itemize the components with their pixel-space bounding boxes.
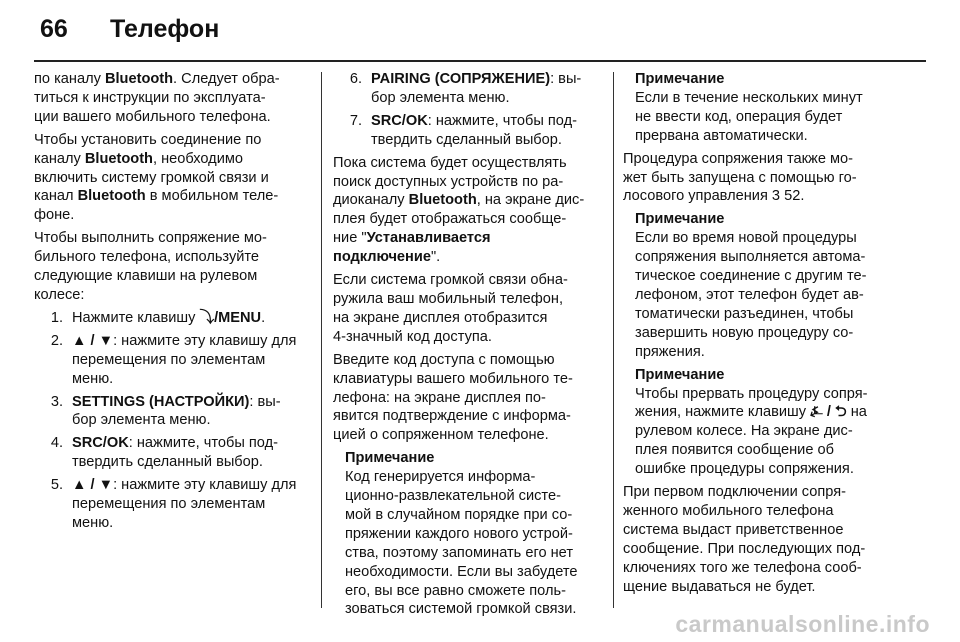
text-line: пряжения. — [635, 343, 705, 360]
text-line: Чтобы выполнить сопряжение мо- — [34, 230, 267, 247]
list-item — [34, 434, 310, 472]
text-line: ошибке процедуры сопряжения. — [635, 461, 854, 478]
text-span: 52. — [780, 188, 805, 205]
text-line: Чтобы прервать процедуру сопря- — [635, 385, 868, 402]
text-line: томатически разъединен, чтобы — [635, 305, 854, 322]
text-span: : вы- — [550, 71, 582, 87]
text-line: лефоном, этот телефон будет ав- — [635, 286, 864, 303]
text-span: Нажмите клавишу — [72, 309, 200, 326]
list-item — [34, 476, 310, 533]
list-number: 4. — [50, 435, 63, 452]
column-right — [623, 70, 910, 600]
text-line: щение выдаваться не будет. — [623, 578, 816, 595]
list-number: 6. — [349, 71, 362, 87]
text-line: 4-значный код доступа. — [333, 328, 492, 345]
text-line: ства, поэтому запоминать его нет — [345, 544, 573, 561]
note — [623, 210, 910, 361]
column-middle — [333, 70, 610, 623]
text-line — [72, 476, 310, 495]
list-item — [34, 332, 310, 389]
text-line: поиск доступных устройств по ра- — [333, 173, 564, 190]
paragraph — [623, 483, 910, 596]
text-span: : нажмите, чтобы под- — [128, 435, 278, 452]
list-number: 2. — [50, 332, 63, 349]
text-span: : нажмите эту клавишу для — [113, 332, 297, 349]
paragraph — [333, 351, 610, 446]
text-line: тическое соединение с другим те- — [635, 268, 867, 285]
list-item — [34, 393, 310, 431]
text-line: ционно-развлекательной систе- — [345, 488, 561, 505]
text-line: включить систему громкой связи и — [34, 169, 269, 186]
text-line: титься к инструкции по эксплуата- — [34, 89, 266, 106]
column-divider — [321, 72, 322, 608]
text-span: диоканалу — [333, 192, 409, 209]
text-line: лефона: на экране дисплея по- — [333, 389, 546, 406]
text-span: Bluetooth — [408, 192, 477, 209]
text-span: / — [214, 309, 219, 326]
text-line: меню. — [72, 370, 114, 387]
text-line: бор элемента меню. — [371, 89, 510, 106]
text-span: лосового управления — [623, 188, 772, 205]
text-line — [371, 112, 610, 131]
list-item — [333, 112, 610, 150]
text-line — [371, 70, 610, 89]
text-line: его, вы все равно сможете поль- — [345, 582, 566, 599]
text-line — [333, 248, 610, 267]
page-reference-icon[interactable]: 3 — [771, 188, 781, 205]
paragraph — [333, 271, 610, 347]
up-down-arrow-icon: ▲ / ▼ — [72, 477, 114, 494]
text-span: в мобильном теле- — [145, 188, 279, 205]
text-span: SETTINGS (НАСТРОЙКИ) — [72, 393, 250, 410]
text-line: твердить сделанный выбор. — [371, 131, 562, 148]
text-span: : нажмите, чтобы под- — [427, 112, 577, 129]
text-line: сообщение. При последующих под- — [623, 540, 866, 557]
text-line: мой в случайном порядке при со- — [345, 506, 573, 523]
text-line: сопряжения выполняется автома- — [635, 249, 866, 266]
text-line: бор элемента меню. — [72, 412, 211, 429]
list-number: 1. — [50, 309, 63, 326]
text-line: Если во время новой процедуры — [635, 230, 857, 247]
column-left — [34, 70, 310, 537]
list-number: 7. — [349, 112, 362, 129]
text-line — [635, 403, 910, 422]
text-line: перемещения по элементам — [72, 496, 266, 513]
up-down-arrow-icon: ▲ / ▼ — [72, 332, 114, 349]
note — [623, 70, 910, 146]
text-line: Если система громкой связи обна- — [333, 272, 568, 289]
text-line: Процедура сопряжения также мо- — [623, 150, 853, 167]
text-line: Введите код доступа с помощью — [333, 351, 555, 368]
text-span: Устанавливается — [366, 230, 491, 247]
text-span: , на экране дис- — [476, 192, 585, 209]
text-span: . — [261, 309, 266, 326]
voice-back-key-icon: ⍼ / ⮌ — [810, 404, 847, 421]
section-title: Телефон — [110, 15, 220, 43]
text-span: Bluetooth — [84, 150, 153, 167]
text-line: необходимости. Если вы забудете — [345, 563, 578, 580]
watermark: carmanualsonline.info — [675, 611, 930, 637]
text-line: перемещения по элементам — [72, 351, 266, 368]
text-line — [623, 187, 910, 206]
text-line — [72, 393, 310, 412]
text-line: зоваться системой громкой связи. — [345, 601, 577, 618]
text-line: рулевом колесе. На экране дис- — [635, 423, 853, 440]
text-line — [333, 191, 610, 210]
text-line: фоне. — [34, 207, 75, 224]
text-line: клавиатуры вашего мобильного те- — [333, 370, 573, 387]
note — [623, 366, 910, 479]
text-line: Пока система будет осуществлять — [333, 154, 567, 171]
text-span: Bluetooth — [104, 71, 174, 87]
text-span: SRC/OK — [72, 435, 129, 452]
text-line: меню. — [72, 514, 114, 531]
paragraph — [623, 150, 910, 207]
text-line: Если в течение нескольких минут — [635, 89, 863, 106]
text-span: Bluetooth — [77, 188, 146, 205]
paragraph — [34, 131, 310, 226]
text-line — [72, 309, 310, 328]
text-line: твердить сделанный выбор. — [72, 454, 263, 471]
text-line — [333, 229, 610, 248]
paragraph — [34, 229, 310, 305]
text-line — [72, 332, 310, 351]
note-title: Примечание — [635, 211, 725, 228]
phone-key-icon: ⤵ — [199, 309, 215, 326]
page-number: 66 — [40, 15, 68, 43]
text-line: не ввести код, операция будет — [635, 108, 843, 125]
note-title: Примечание — [635, 366, 725, 383]
text-line: женного мобильного телефона — [623, 502, 834, 519]
text-span: SRC/OK — [371, 112, 428, 129]
text-span: подключение — [333, 249, 431, 266]
text-span: PAIRING (СОПРЯЖЕНИЕ) — [371, 71, 551, 87]
header-rule — [34, 60, 926, 62]
text-span: канал — [34, 188, 78, 205]
text-span: жения, нажмите клавишу — [635, 404, 811, 421]
text-line — [34, 70, 310, 89]
list-item — [34, 309, 310, 328]
paragraph — [34, 70, 310, 127]
text-line: прервана автоматически. — [635, 127, 808, 144]
list-number: 3. — [50, 393, 63, 410]
text-span: : вы- — [249, 393, 281, 410]
list-item — [333, 70, 610, 108]
text-span: на — [846, 404, 867, 421]
text-line: система выдаст приветственное — [623, 521, 844, 538]
text-line: пряжении каждого нового устрой- — [345, 525, 573, 542]
text-line: на экране дисплея отобразится — [333, 309, 548, 326]
text-line: ключениях того же телефона сооб- — [623, 559, 862, 576]
text-line: явится подтверждение с информа- — [333, 408, 571, 425]
text-line: Чтобы установить соединение по — [34, 131, 262, 148]
text-line: Код генерируется информа- — [345, 469, 536, 486]
text-line: плея будет отображаться сообще- — [333, 211, 567, 228]
text-span: MENU — [218, 309, 262, 326]
text-line: жет быть запущена с помощью го- — [623, 169, 857, 186]
text-line: завершить новую процедуру со- — [635, 324, 854, 341]
note — [333, 449, 610, 619]
text-line — [72, 434, 310, 453]
paragraph — [333, 154, 610, 267]
text-line: следующие клавиши на рулевом — [34, 268, 258, 285]
text-line: плея появится сообщение об — [635, 442, 834, 459]
text-line: ции вашего мобильного телефона. — [34, 108, 271, 125]
text-line — [34, 187, 310, 206]
text-line: ружила ваш мобильный телефон, — [333, 290, 564, 307]
text-span: каналу — [34, 150, 85, 167]
note-title: Примечание — [635, 71, 725, 87]
note-title: Примечание — [345, 450, 435, 467]
text-span: , необходимо — [152, 150, 243, 167]
text-line: цией о сопряженном телефоне. — [333, 427, 549, 444]
list-number: 5. — [50, 477, 63, 494]
text-span: ". — [430, 249, 441, 266]
page-header — [0, 0, 960, 62]
text-line: При первом подключении сопря- — [623, 484, 846, 501]
text-span: по каналу — [34, 71, 105, 87]
text-line: бильного телефона, используйте — [34, 249, 260, 266]
text-line: колесе: — [34, 286, 85, 303]
text-line — [34, 150, 310, 169]
text-span: : нажмите эту клавишу для — [113, 477, 297, 494]
text-span: ние " — [333, 230, 367, 247]
column-divider — [613, 72, 614, 608]
text-span: . Следует обра- — [173, 71, 280, 87]
